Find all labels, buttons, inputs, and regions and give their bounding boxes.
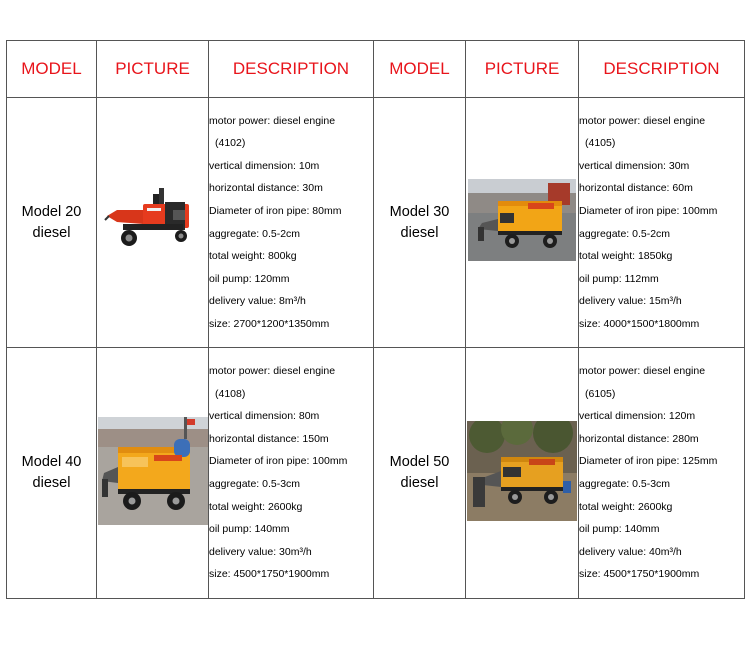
spec-size: size: 4000*1500*1800mm bbox=[579, 317, 700, 330]
description-cell bbox=[209, 98, 374, 348]
model-fuel: diesel bbox=[32, 475, 71, 491]
description-cell bbox=[209, 348, 374, 599]
description-cell bbox=[579, 98, 745, 348]
spec-total-weight: total weight: 2600kg bbox=[579, 500, 673, 513]
spec-delivery-value: delivery value: 15m³/h bbox=[579, 295, 682, 308]
table-row bbox=[7, 98, 745, 348]
spec-horizontal-distance: horizontal distance: 60m bbox=[579, 182, 693, 195]
spec-delivery-value: delivery value: 30m³/h bbox=[209, 545, 312, 558]
spec-motor-power: motor power: diesel engine bbox=[209, 365, 336, 378]
spec-motor-power: motor power: diesel engine bbox=[579, 114, 706, 127]
header-description: DESCRIPTION bbox=[209, 41, 374, 98]
header-model-2: MODEL bbox=[374, 41, 466, 98]
spec-total-weight: total weight: 800kg bbox=[209, 250, 297, 263]
spec-aggregate: aggregate: 0.5-2cm bbox=[579, 227, 671, 240]
spec-pipe-diameter: Diameter of iron pipe: 100mm bbox=[579, 204, 718, 217]
header-picture-2: PICTURE bbox=[466, 41, 579, 98]
picture-cell bbox=[466, 98, 579, 348]
product-spec-table bbox=[6, 40, 745, 599]
model-fuel: diesel bbox=[400, 475, 439, 491]
product-photo-model-50 bbox=[467, 421, 577, 521]
spec-engine-code: (6105) bbox=[585, 387, 616, 400]
spec-horizontal-distance: horizontal distance: 30m bbox=[209, 182, 323, 195]
spec-aggregate: aggregate: 0.5-3cm bbox=[209, 478, 301, 490]
header-model: MODEL bbox=[7, 41, 97, 98]
spec-vertical-dimension: vertical dimension: 120m bbox=[579, 410, 696, 423]
spec-horizontal-distance: horizontal distance: 150m bbox=[209, 432, 329, 445]
product-photo-model-40 bbox=[98, 417, 208, 525]
picture-cell bbox=[97, 98, 209, 348]
spec-vertical-dimension: vertical dimension: 10m bbox=[209, 159, 320, 172]
spec-pipe-diameter: Diameter of iron pipe: 80mm bbox=[209, 204, 342, 217]
table-row bbox=[7, 348, 745, 599]
spec-engine-code: (4105) bbox=[585, 137, 616, 150]
spec-engine-code: (4102) bbox=[215, 137, 246, 150]
spec-size: size: 2700*1200*1350mm bbox=[209, 317, 330, 330]
spec-aggregate: aggregate: 0.5-3cm bbox=[579, 478, 671, 490]
spec-horizontal-distance: horizontal distance: 280m bbox=[579, 432, 699, 445]
spec-engine-code: (4108) bbox=[215, 387, 246, 400]
spec-delivery-value: delivery value: 8m³/h bbox=[209, 295, 306, 308]
spec-total-weight: total weight: 1850kg bbox=[579, 250, 673, 263]
picture-cell bbox=[97, 348, 209, 599]
model-name: Model 50 bbox=[389, 454, 450, 470]
model-name: Model 30 bbox=[389, 203, 450, 220]
spec-oil-pump: oil pump: 112mm bbox=[579, 272, 659, 285]
spec-size: size: 4500*1750*1900mm bbox=[209, 568, 330, 581]
spec-motor-power: motor power: diesel engine bbox=[209, 114, 336, 127]
model-name: Model 20 bbox=[21, 203, 82, 220]
spec-delivery-value: delivery value: 40m³/h bbox=[579, 545, 682, 558]
product-photo-model-20 bbox=[103, 180, 203, 260]
header-row bbox=[7, 41, 745, 98]
model-fuel: diesel bbox=[32, 224, 71, 241]
spec-oil-pump: oil pump: 140mm bbox=[209, 523, 290, 536]
spec-oil-pump: oil pump: 120mm bbox=[209, 272, 290, 285]
spec-size: size: 4500*1750*1900mm bbox=[579, 568, 700, 581]
description-cell bbox=[579, 348, 745, 599]
header-picture: PICTURE bbox=[97, 41, 209, 98]
model-cell bbox=[374, 98, 466, 348]
spec-oil-pump: oil pump: 140mm bbox=[579, 523, 660, 536]
model-cell bbox=[7, 348, 97, 599]
header-description-2: DESCRIPTION bbox=[579, 41, 745, 98]
spec-pipe-diameter: Diameter of iron pipe: 100mm bbox=[209, 455, 348, 468]
spec-vertical-dimension: vertical dimension: 30m bbox=[579, 159, 690, 172]
model-cell bbox=[7, 98, 97, 348]
product-photo-model-30 bbox=[468, 179, 576, 261]
picture-cell bbox=[466, 348, 579, 599]
spec-pipe-diameter: Diameter of iron pipe: 125mm bbox=[579, 455, 718, 468]
model-name: Model 40 bbox=[21, 454, 82, 470]
spec-vertical-dimension: vertical dimension: 80m bbox=[209, 410, 320, 423]
spec-total-weight: total weight: 2600kg bbox=[209, 500, 303, 513]
spec-motor-power: motor power: diesel engine bbox=[579, 365, 706, 378]
model-cell bbox=[374, 348, 466, 599]
model-fuel: diesel bbox=[400, 224, 439, 241]
spec-aggregate: aggregate: 0.5-2cm bbox=[209, 227, 301, 240]
